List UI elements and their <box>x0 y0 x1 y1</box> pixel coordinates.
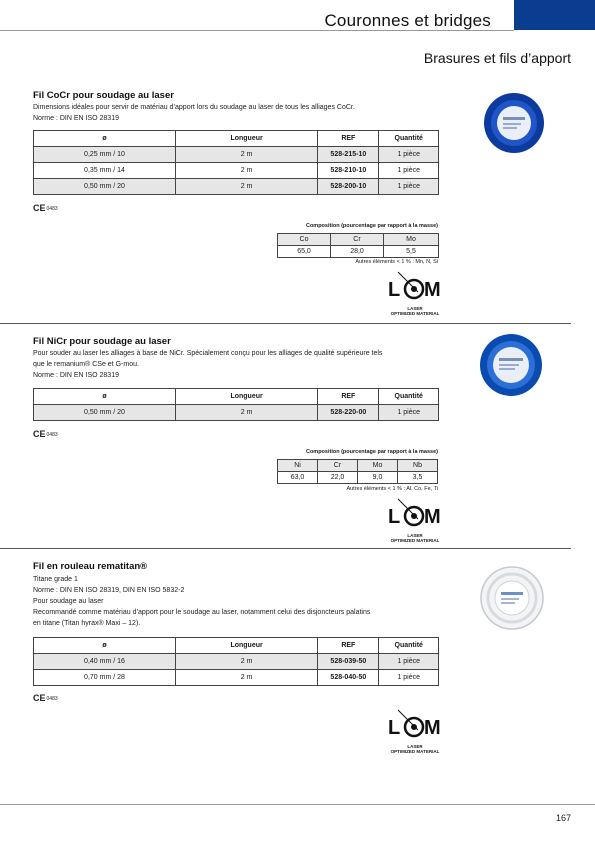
desc-line: Dimensions idéales pour servir de matériau d’apport lors du soudage au laser de tous les alliages CoCr. <box>33 104 355 111</box>
desc-line: Norme : DIN EN ISO 28319 <box>33 372 119 379</box>
lom-logo: L M LASER OPTIMIZED MATERIAL <box>380 497 450 543</box>
composition-note: Autres éléments < 1 % : Mn, N, Si <box>355 259 438 265</box>
desc-line: Titane grade 1 <box>33 576 78 583</box>
table-row: 0,70 mm / 28 2 m 528-040-50 1 pièce <box>34 670 439 686</box>
svg-text:M: M <box>424 506 441 528</box>
table-row: 0,50 mm / 20 2 m 528-220-00 1 pièce <box>34 405 439 421</box>
section-divider <box>0 323 571 324</box>
desc-line: Pour souder au laser les alliages à base de NiCr. Spécialement conçu pour les alliages de qualité supérieure tels <box>33 350 383 357</box>
page-number: 167 <box>555 813 571 823</box>
product-photo-rematitan <box>479 565 545 631</box>
svg-text:L: L <box>388 279 401 301</box>
product-desc-rematitan <box>33 574 370 629</box>
desc-line: Pour soudage au laser <box>33 598 104 605</box>
desc-line: que le remanium® CSe et G-mou. <box>33 361 139 368</box>
lom-icon <box>384 497 446 533</box>
header-rule <box>0 30 514 31</box>
composition-table-cocr: Co Cr Mo 65,0 28,0 5,5 <box>277 233 439 258</box>
product-desc-nicr <box>33 348 382 381</box>
table-row: 0,25 mm / 10 2 m 528-215-10 1 pièce <box>34 147 439 163</box>
svg-text:M: M <box>424 279 441 301</box>
composition-note: Autres éléments < 1 % : Al, Co, Fe, Ti <box>346 486 438 492</box>
product-photo-nicr <box>478 333 544 397</box>
table-row: 0,35 mm / 14 2 m 528-210-10 1 pièce <box>34 163 439 179</box>
product-title-cocr: Fil CoCr pour soudage au laser <box>33 90 174 101</box>
ce-mark: CE0483 <box>33 693 58 703</box>
product-table-rematitan <box>33 637 439 686</box>
desc-line: Norme : DIN EN ISO 28319, DIN EN ISO 5832-2 <box>33 587 185 594</box>
table-header-row <box>34 131 439 147</box>
desc-line: Recommandé comme matériau d’apport pour le soudage au laser, notamment celui des disjoncteurs palatins <box>33 609 371 616</box>
col-diameter: ø <box>34 131 176 147</box>
product-table-cocr <box>33 130 439 195</box>
product-table-nicr <box>33 388 439 421</box>
svg-text:L: L <box>388 717 401 739</box>
lom-logo: L M LASER OPTIMIZED MATERIAL <box>380 708 450 754</box>
ce-mark: CE0483 <box>33 203 58 213</box>
section-subtitle: Brasures et fils d’apport <box>423 50 571 66</box>
col-quantity: Quantité <box>379 131 439 147</box>
svg-text:M: M <box>424 717 441 739</box>
col-ref: REF <box>318 131 379 147</box>
composition-title: Composition (pourcentage par rapport à la masse) <box>305 223 438 229</box>
table-header-row: ø Longueur REF Quantité <box>34 389 439 405</box>
table-row: 0,40 mm / 16 2 m 528-039-50 1 pièce <box>34 654 439 670</box>
table-header-row: ø Longueur REF Quantité <box>34 638 439 654</box>
chapter-color-tab <box>514 0 595 30</box>
col-length: Longueur <box>175 131 317 147</box>
chapter-title: Couronnes et bridges <box>324 11 491 30</box>
product-title-rematitan: Fil en rouleau rematitan® <box>33 561 148 572</box>
desc-line: Norme : DIN EN ISO 28319 <box>33 115 119 122</box>
product-photo-cocr <box>482 91 546 155</box>
lom-icon <box>384 708 446 744</box>
product-title-nicr: Fil NiCr pour soudage au laser <box>33 336 171 347</box>
desc-line: en titane (Titan hyrax® Maxi – 12). <box>33 620 141 627</box>
composition-title: Composition (pourcentage par rapport à la masse) <box>305 449 438 455</box>
lom-icon <box>384 270 446 306</box>
table-row: 0,50 mm / 20 2 m 528-200-10 1 pièce <box>34 179 439 195</box>
footer-rule <box>0 804 595 805</box>
product-desc-cocr <box>33 102 355 124</box>
svg-text:L: L <box>388 506 401 528</box>
section-divider <box>0 548 571 549</box>
composition-table-nicr: Ni Cr Mo Nb 63,0 22,0 9,0 3,5 <box>277 459 438 484</box>
lom-logo: L M LASER OPTIMIZED MATERIAL <box>380 270 450 316</box>
ce-mark: CE0483 <box>33 429 58 439</box>
